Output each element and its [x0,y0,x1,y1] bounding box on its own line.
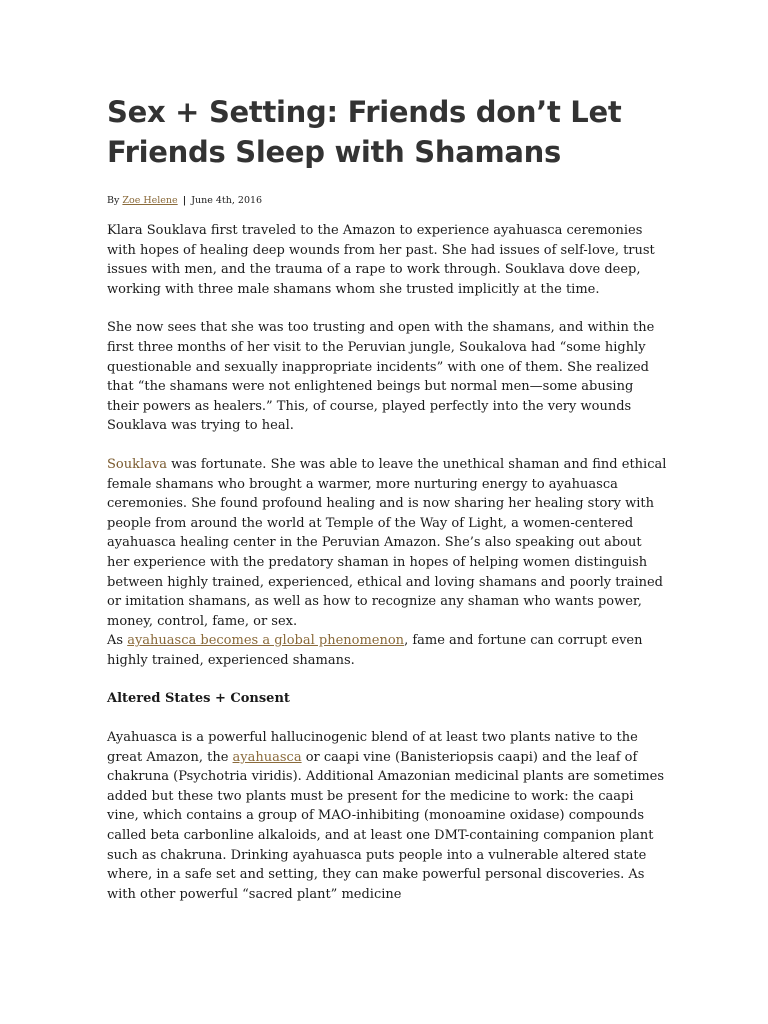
global-phenomenon-link[interactable]: ayahuasca becomes a global phenomenon [127,633,405,649]
article [107,92,667,923]
article-body [107,221,667,904]
article-title: Sex + Setting: Friends don’t Let Friends Sleep with Shamans [107,95,622,169]
paragraph-1: Klara Souklava first traveled to the Amazon to experience ayahuasca ceremonies with hopes of healing deep wounds from her past. She had issues of self-love, trust issues with men, and the trauma of a rape to work through. Souklava dove deep, working with three male shamans whom she trusted implicitly at the time. [107,223,655,297]
byline-separator: | [182,195,187,206]
author-link[interactable]: Zoe Helene [122,195,178,206]
paragraph-3-as: As [107,633,128,649]
ayahuasca-link[interactable]: ayahuasca [232,749,302,765]
paragraph-3 [107,455,667,671]
paragraph-3-text2: , fame and fortune can corrupt even highly trained, experienced shamans. [107,633,643,668]
publish-date: June 4th, 2016 [191,195,263,206]
souklava-link[interactable]: Souklava [107,456,167,472]
paragraph-2: She now sees that she was too trusting and open with the shamans, and within the first three months of her visit to the Peruvian jungle, Soukalova had “some highly questionable and sexually inappropriate incidents” with one of them. She realized that “the shamans were not enlightened beings but normal men—some abusing their powers as healers.” This, of course, played perfectly into the very wounds Souklava was trying to heal. [107,320,655,434]
paragraph-3-text: was fortunate. She was able to leave the unethical shaman and find ethical female shamans who brought a warmer, more nurturing energy to ayahuasca ceremonies. She found profound healing and is now sharing her healing story with people from around the world at Temple of the Way of Light, a women-centered ayahuasca healing center in the Peruvian Amazon. She’s also speaking out about her experience with the predatory shaman in hopes of helping women distinguish between highly trained, experienced, ethical and loving shamans and poorly trained or imitation shamans, as well as how to recognize any shaman who wants power, money, control, fame, or sex. [107,456,667,629]
byline-by: By [107,195,120,206]
byline [107,194,667,208]
paragraph-4-text2: or caapi vine (Banisteriopsis caapi) and the leaf of chakruna (Psychotria viridis). Additional Amazonian medicinal plants are sometimes added but these two plants must be present for the medicine to work: the caapi vine, which contains a group of MAO-inhibiting (monoamine oxidase) compounds called beta carbonline alkaloids, and at least one DMT-containing companion plant such as chakruna. Drinking ayahuasca puts people into a vulnerable altered state where, in a safe set and setting, they can make powerful personal discoveries. As with other powerful “sacred plant” medicine [107,749,665,902]
section-heading: Altered States + Consent [107,691,290,707]
paragraph-4 [107,728,667,904]
paragraph-4-text1: Ayahuasca is a powerful hallucinogenic blend of at least two plants native to the great Amazon, the [107,730,638,765]
